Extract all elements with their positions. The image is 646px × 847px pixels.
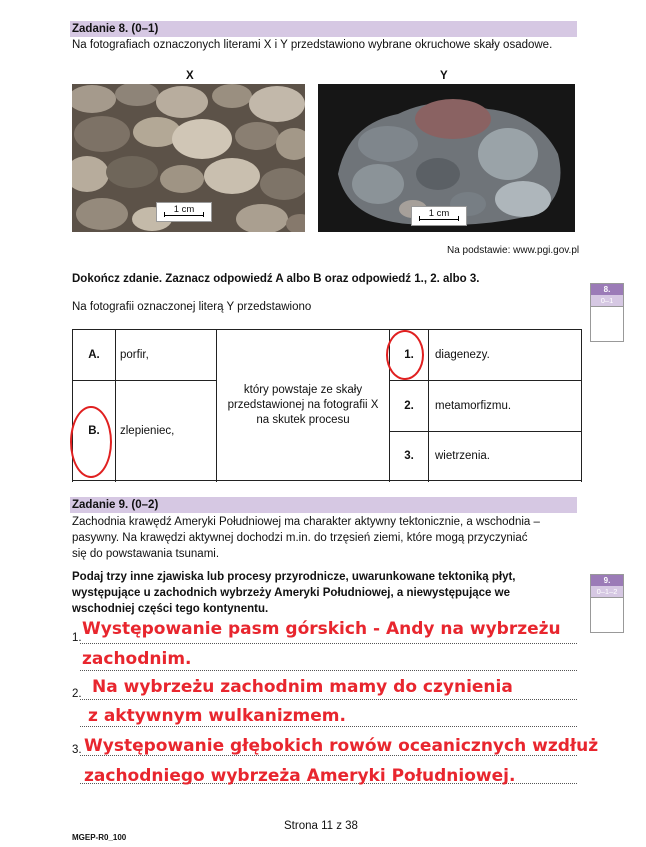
answer-circle-b	[70, 406, 112, 478]
score-box-field	[591, 307, 623, 341]
option-b-text: zlepieniec,	[116, 381, 217, 481]
option-a-text: porfir,	[116, 330, 217, 381]
option-b-letter[interactable]: B.	[73, 381, 116, 481]
task-9-question-2: występujące u zachodnich wybrzeży Ameryki Południowej, a niewystępujące we	[72, 587, 510, 599]
task-8-stem: Na fotografii oznaczonej literą Y przedstawiono	[72, 301, 312, 313]
task-8-instruction: Dokończ zdanie. Zaznacz odpowiedź A albo B oraz odpowiedź 1., 2. albo 3.	[72, 273, 480, 285]
score-box-field	[591, 598, 623, 632]
option-3-text: wietrzenia.	[429, 432, 582, 481]
answer-line[interactable]	[80, 726, 577, 727]
option-2-number[interactable]: 2.	[390, 381, 429, 432]
photo-x-label: X	[186, 70, 194, 82]
answer-2-number: 2.	[72, 688, 82, 700]
handwritten-answer-3a: Występowanie głębokich rowów oceanicznych wzdłuż	[84, 736, 599, 756]
exam-code: MGEP-R0_100	[72, 833, 127, 842]
scale-label-x: 1 cm	[173, 204, 195, 215]
photo-y-label: Y	[440, 70, 448, 82]
answer-line[interactable]	[80, 643, 577, 644]
task-9-intro-3: się do powstawania tsunami.	[72, 548, 220, 560]
score-box-task-9	[590, 574, 624, 633]
answer-line[interactable]	[80, 699, 577, 700]
score-box-points: 0–1	[591, 295, 623, 307]
score-box-number: 9.	[591, 575, 623, 586]
score-box-number: 8.	[591, 284, 623, 295]
sentence-middle-text: który powstaje ze skały przedstawionej na fotografii X na skutek procesu	[227, 383, 379, 426]
answer-circle-1	[386, 330, 424, 380]
photo-source: Na podstawie: www.pgi.gov.pl	[447, 245, 580, 256]
task-9-question-3: wschodniej części tego kontynentu.	[72, 603, 269, 615]
photo-y-conglomerate	[318, 84, 575, 232]
option-1-number[interactable]: 1.	[390, 330, 429, 381]
scale-label-y: 1 cm	[428, 208, 450, 219]
scale-bar-y	[411, 206, 467, 226]
answer-line[interactable]	[80, 670, 577, 671]
answer-1-number: 1.	[72, 632, 82, 644]
score-box-points: 0–1–2	[591, 586, 623, 598]
scale-bar-x	[156, 202, 212, 222]
task-8-intro: Na fotografiach oznaczonych literami X i Y przedstawiono wybrane okruchowe skały osadowe.	[72, 39, 553, 51]
task-9-header: Zadanie 9. (0–2)	[70, 497, 577, 513]
page-number: Strona 11 z 38	[284, 820, 358, 832]
answer-table	[72, 329, 582, 481]
score-box-task-8	[590, 283, 624, 342]
task-8-header: Zadanie 8. (0–1)	[70, 21, 577, 37]
handwritten-answer-3b: zachodniego wybrzeża Ameryki Południowej.	[84, 766, 516, 786]
handwritten-answer-1b: zachodnim.	[82, 649, 192, 669]
photo-x-pebbles	[72, 84, 305, 232]
option-2-text: metamorfizmu.	[429, 381, 582, 432]
handwritten-answer-2a: Na wybrzeżu zachodnim mamy do czynienia	[92, 677, 513, 697]
task-9-intro-1: Zachodnia krawędź Ameryki Południowej ma charakter aktywny tektonicznie, a wschodnia –	[72, 516, 540, 528]
answer-3-number: 3.	[72, 744, 82, 756]
option-1-text: diagenezy.	[429, 330, 582, 381]
sentence-middle	[217, 330, 390, 481]
task-9-intro-2: pasywny. Na krawędzi aktywnej dochodzi m.in. do trzęsień ziemi, które mogą przyczyniać	[72, 532, 528, 544]
task-9-question-1: Podaj trzy inne zjawiska lub procesy przyrodnicze, uwarunkowane tektoniką płyt,	[72, 571, 516, 583]
handwritten-answer-2b: z aktywnym wulkanizmem.	[88, 706, 346, 726]
handwritten-answer-1a: Występowanie pasm górskich - Andy na wybrzeżu	[82, 619, 561, 639]
option-a-letter[interactable]: A.	[73, 330, 116, 381]
option-3-number[interactable]: 3.	[390, 432, 429, 481]
